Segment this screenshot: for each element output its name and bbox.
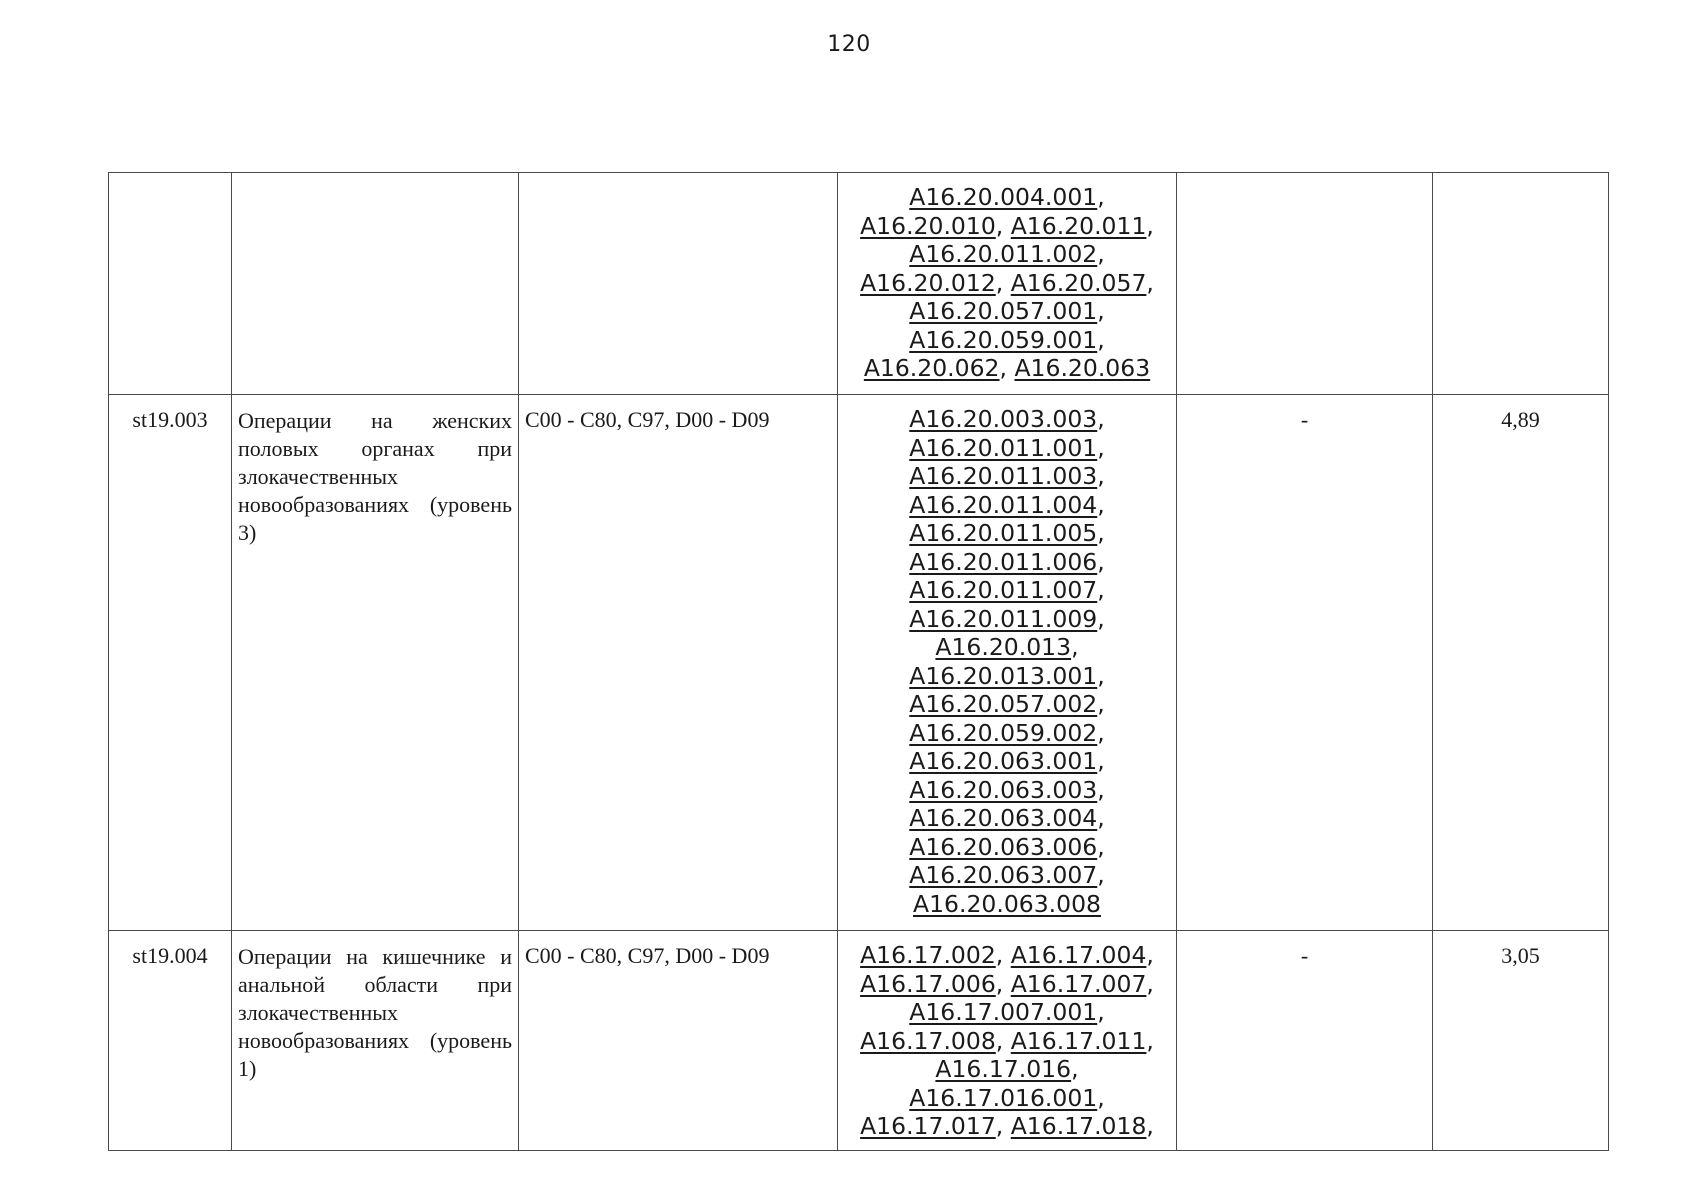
operation-code-line: A16.20.011.001, bbox=[909, 433, 1105, 462]
cell-ksg-name: Операции на женских половых органах при злокачественных новообразованиях (уровень 3) bbox=[232, 395, 519, 931]
operation-code-link[interactable]: A16.20.011.003 bbox=[909, 462, 1098, 490]
operation-code-link[interactable]: A16.20.063 bbox=[1014, 354, 1151, 382]
operation-code-link[interactable]: A16.20.063.006 bbox=[909, 832, 1098, 861]
operation-code-line: A16.20.011.003, bbox=[909, 462, 1105, 490]
operation-code-link[interactable]: A16.20.013 bbox=[935, 633, 1072, 661]
operation-code-line: A16.20.063.001, bbox=[909, 747, 1105, 775]
operation-code-link[interactable]: A16.20.062 bbox=[863, 354, 1000, 382]
operation-code-link[interactable]: A16.20.057.002 bbox=[909, 690, 1098, 718]
operation-code-line: A16.20.013.001, bbox=[909, 661, 1105, 690]
operation-code-link[interactable]: A16.20.063.001 bbox=[909, 747, 1098, 775]
operation-code-link[interactable]: A16.20.012 bbox=[860, 268, 996, 297]
operation-code-link[interactable]: A16.17.006 bbox=[860, 969, 996, 998]
table-row bbox=[109, 931, 1609, 1151]
cell-icd-codes: C00 - C80, C97, D00 - D09 bbox=[519, 931, 838, 1151]
operation-code-link[interactable]: A16.20.059.002 bbox=[909, 718, 1098, 747]
operation-code-line: A16.17.006, A16.17.007, bbox=[860, 969, 1154, 998]
operation-code-line: A16.20.011.002, bbox=[909, 240, 1105, 268]
cell-operation-codes bbox=[838, 173, 1177, 395]
cell-other-criteria bbox=[1177, 173, 1433, 395]
operation-code-link[interactable]: A16.20.011 bbox=[1010, 211, 1147, 240]
tariff-table bbox=[108, 172, 1609, 1151]
operation-code-link[interactable]: A16.17.018 bbox=[1010, 1112, 1147, 1140]
operation-code-line: A16.20.010, A16.20.011, bbox=[860, 211, 1154, 240]
operation-code-line: A16.20.003.003, bbox=[909, 405, 1105, 433]
operation-code-line: A16.20.011.005, bbox=[909, 519, 1105, 547]
operation-code-link[interactable]: A16.20.013.001 bbox=[909, 661, 1098, 690]
operation-code-link[interactable]: A16.20.057 bbox=[1010, 268, 1147, 297]
operation-code-line: A16.20.004.001, bbox=[909, 183, 1105, 211]
operation-code-link[interactable]: A16.20.063.003 bbox=[909, 775, 1098, 804]
cell-icd-codes: C00 - C80, C97, D00 - D09 bbox=[519, 395, 838, 931]
cell-coefficient: 4,89 bbox=[1433, 395, 1609, 931]
operation-code-line: A16.20.063.004, bbox=[909, 804, 1105, 832]
operation-code-link[interactable]: A16.17.008 bbox=[860, 1026, 996, 1055]
operation-code-line: A16.17.017, A16.17.018, bbox=[860, 1112, 1154, 1140]
operation-code-line: A16.17.008, A16.17.011, bbox=[860, 1026, 1154, 1055]
operation-code-link[interactable]: A16.17.016 bbox=[935, 1055, 1072, 1083]
cell-coefficient: 3,05 bbox=[1433, 931, 1609, 1151]
operation-code-link[interactable]: A16.17.007 bbox=[1010, 969, 1147, 998]
operation-code-link[interactable]: A16.20.011.005 bbox=[909, 519, 1098, 547]
operation-code-link[interactable]: A16.20.011.006 bbox=[909, 547, 1098, 576]
operation-code-line: A16.20.012, A16.20.057, bbox=[860, 268, 1154, 297]
operation-code-link[interactable]: A16.17.002 bbox=[860, 941, 996, 969]
operation-code-link[interactable]: A16.20.010 bbox=[860, 211, 996, 240]
operation-code-link[interactable]: A16.20.059.001 bbox=[909, 325, 1098, 354]
cell-other-criteria: - bbox=[1177, 931, 1433, 1151]
operation-code-line: A16.20.057.001, bbox=[909, 297, 1105, 325]
operation-code-link[interactable]: A16.20.011.007 bbox=[909, 576, 1098, 604]
cell-ksg-code bbox=[109, 173, 232, 395]
operation-code-line: A16.20.063.007, bbox=[909, 861, 1105, 889]
operation-code-link[interactable]: A16.17.007.001 bbox=[909, 998, 1098, 1026]
cell-other-criteria: - bbox=[1177, 395, 1433, 931]
operation-code-link[interactable]: A16.20.063.007 bbox=[909, 861, 1098, 889]
operation-code-link[interactable]: A16.20.057.001 bbox=[909, 297, 1098, 325]
operation-code-line: A16.20.059.001, bbox=[909, 325, 1105, 354]
table-row bbox=[109, 395, 1609, 931]
operation-code-line: A16.20.013, bbox=[935, 633, 1079, 661]
table-row bbox=[109, 173, 1609, 395]
cell-ksg-code: st19.003 bbox=[109, 395, 232, 931]
cell-ksg-code: st19.004 bbox=[109, 931, 232, 1151]
operation-code-line: A16.17.002, A16.17.004, bbox=[860, 941, 1154, 969]
operation-code-link[interactable]: A16.20.011.002 bbox=[909, 240, 1098, 268]
operation-code-line: A16.20.011.009, bbox=[909, 604, 1105, 633]
operation-code-line: A16.20.057.002, bbox=[909, 690, 1105, 718]
operation-code-link[interactable]: A16.17.004 bbox=[1010, 941, 1147, 969]
operation-code-line: A16.20.011.004, bbox=[909, 490, 1105, 519]
operation-code-link[interactable]: A16.20.063.008 bbox=[913, 889, 1101, 918]
operation-code-line: A16.20.063.003, bbox=[909, 775, 1105, 804]
operation-code-link[interactable]: A16.20.063.004 bbox=[909, 804, 1098, 832]
cell-icd-codes bbox=[519, 173, 838, 395]
cell-coefficient bbox=[1433, 173, 1609, 395]
operation-code-line: A16.17.016, bbox=[935, 1055, 1079, 1083]
page-number: 120 bbox=[827, 32, 871, 57]
operation-code-line: A16.20.011.007, bbox=[909, 576, 1105, 604]
cell-ksg-name: Операции на кишечнике и анальной области при злокачественных новообразованиях (уровень 1) bbox=[232, 931, 519, 1151]
cell-operation-codes bbox=[838, 931, 1177, 1151]
operation-code-line: A16.17.016.001, bbox=[909, 1083, 1105, 1112]
operation-code-line bbox=[840, 890, 1174, 919]
operation-code-link[interactable]: A16.17.016.001 bbox=[909, 1083, 1098, 1112]
cell-operation-codes bbox=[838, 395, 1177, 931]
operation-code-link[interactable]: A16.20.011.009 bbox=[909, 604, 1098, 633]
operation-code-line: A16.20.059.002, bbox=[909, 718, 1105, 747]
operation-code-line: A16.20.063.006, bbox=[909, 832, 1105, 861]
operation-code-link[interactable]: A16.17.017 bbox=[860, 1112, 996, 1140]
operation-code-link[interactable]: A16.17.011 bbox=[1010, 1026, 1147, 1055]
operation-code-line: A16.20.062, A16.20.063 bbox=[863, 354, 1151, 382]
cell-ksg-name bbox=[232, 173, 519, 395]
operation-code-link[interactable]: A16.20.004.001 bbox=[909, 183, 1098, 211]
operation-code-link[interactable]: A16.20.011.001 bbox=[909, 433, 1098, 462]
operation-code-line: A16.20.011.006, bbox=[909, 547, 1105, 576]
operation-code-link[interactable]: A16.20.011.004 bbox=[909, 490, 1098, 519]
operation-code-link[interactable]: A16.20.003.003 bbox=[909, 405, 1098, 433]
operation-code-line: A16.17.007.001, bbox=[909, 998, 1105, 1026]
